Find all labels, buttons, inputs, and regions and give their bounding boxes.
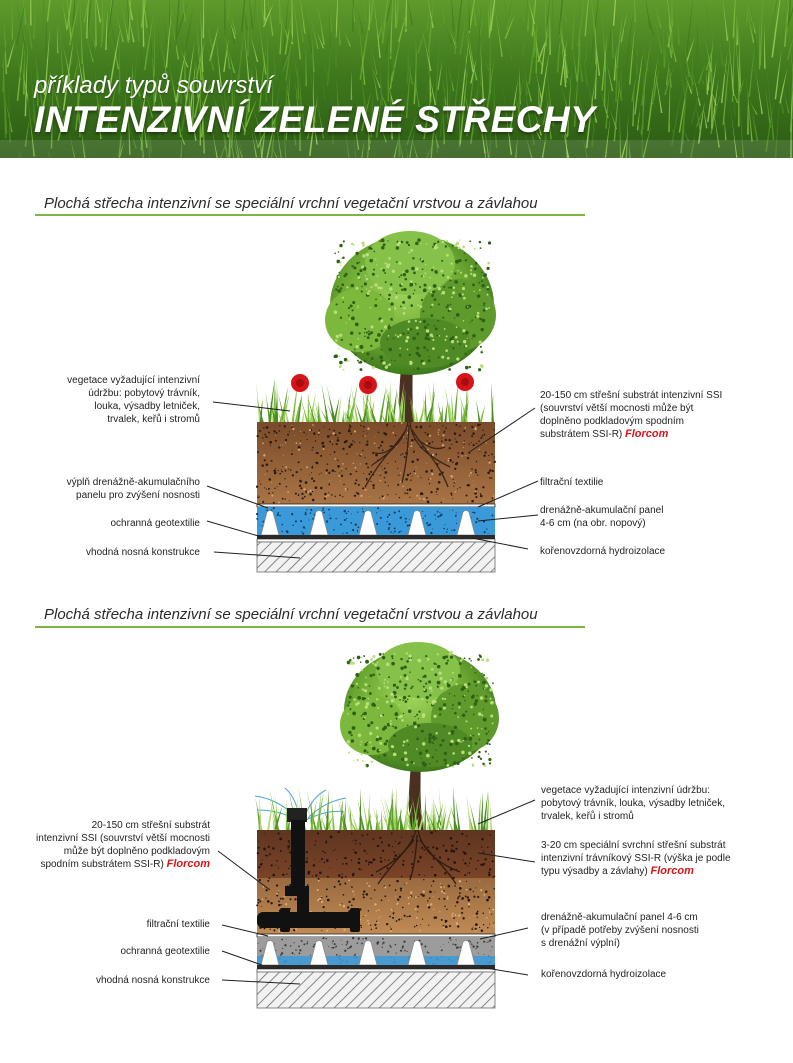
banner-subtitle: příklady typů souvrství bbox=[34, 72, 273, 99]
label-substrate bbox=[10, 819, 210, 871]
label-line: substrátem SSI-R) bbox=[540, 429, 623, 440]
label-line: panelu pro zvýšení nosnosti bbox=[76, 490, 200, 501]
label-vegetation bbox=[38, 374, 200, 426]
label-geotextile: ochranná geotextilie bbox=[120, 946, 210, 957]
section1-rule bbox=[35, 214, 585, 216]
filter-textile-layer bbox=[257, 504, 495, 507]
label-top-substrate bbox=[541, 839, 731, 878]
label-structure: vhodná nosná konstrukce bbox=[96, 975, 210, 986]
label-line: může být doplněno podkladovým bbox=[63, 846, 210, 857]
label-line: 4-6 cm (na obr. nopový) bbox=[540, 518, 646, 529]
label-line: drenážně-akumulační panel bbox=[540, 505, 664, 516]
label-line: výplň drenážně-akumulačního bbox=[66, 477, 200, 488]
label-substrate bbox=[540, 389, 722, 441]
label-line: drenážně-akumulační panel 4-6 cm bbox=[541, 912, 698, 923]
section2-title: Plochá střecha intenzivní se speciální vrchní vegetační vrstvou a závlahou bbox=[44, 606, 538, 623]
structure-layer bbox=[257, 972, 495, 1008]
label-line: louka, výsadby letniček, bbox=[94, 401, 200, 412]
label-line: intenzivní trávníkový SSI-R (výška je podle bbox=[541, 853, 731, 864]
label-vegetation bbox=[541, 784, 725, 823]
label-geotextile: ochranná geotextilie bbox=[110, 518, 200, 529]
label-line: trvalek, keřů i stromů bbox=[541, 811, 634, 822]
label-line: trvalek, keřů i stromů bbox=[107, 414, 200, 425]
label-line: s drenážní výplní) bbox=[541, 938, 620, 949]
label-filter-textile: filtrační textilie bbox=[146, 919, 210, 930]
label-line: vegetace vyžadující intenzivní údržbu: bbox=[541, 785, 710, 796]
label-waterproofing: kořenovzdorná hydroizolace bbox=[541, 969, 667, 980]
label-drainage-panel bbox=[541, 911, 699, 950]
label-structure: vhodná nosná konstrukce bbox=[86, 547, 200, 558]
label-line: 20-150 cm střešní substrát bbox=[91, 820, 210, 831]
label-line: údržbu: pobytový trávník, bbox=[88, 388, 200, 399]
grass-banner bbox=[0, 0, 793, 158]
section1-title: Plochá střecha intenzivní se speciální vrchní vegetační vrstvou a závlahou bbox=[44, 195, 538, 212]
label-line: intenzivní SSI (souvrství větší mocnosti bbox=[36, 833, 210, 844]
banner-title: INTENZIVNÍ ZELENÉ STŘECHY bbox=[34, 99, 596, 140]
label-line: 3-20 cm speciální svrchní střešní substrát bbox=[541, 840, 726, 851]
label-line: 20-150 cm střešní substrát intenzivní SSI bbox=[540, 390, 723, 401]
label-drainage-fill bbox=[38, 476, 200, 502]
waterproofing-layer bbox=[257, 535, 495, 539]
section2-rule bbox=[35, 626, 585, 628]
label-waterproofing: kořenovzdorná hydroizolace bbox=[540, 546, 666, 557]
label-line: pobytový trávník, louka, výsadby letniček, bbox=[541, 798, 725, 809]
label-line: spodním substrátem SSI-R) bbox=[40, 859, 164, 870]
tree-icon bbox=[325, 231, 496, 425]
florcom-logo: Florcom bbox=[625, 428, 669, 440]
label-line: doplněno podkladovým spodním bbox=[540, 416, 684, 427]
label-line: typu výsadby a závlahy) bbox=[541, 866, 648, 877]
filter-textile-layer bbox=[257, 934, 495, 937]
florcom-logo: Florcom bbox=[650, 865, 694, 877]
florcom-logo: Florcom bbox=[166, 858, 210, 870]
geotextile-layer bbox=[257, 539, 495, 542]
waterproofing-layer bbox=[257, 965, 495, 969]
label-filter-textile: filtrační textilie bbox=[540, 477, 604, 488]
label-line: vegetace vyžadující intenzivní bbox=[67, 375, 200, 386]
label-line: (v případě potřeby zvýšení nosnosti bbox=[541, 925, 699, 936]
label-drainage-panel bbox=[540, 504, 663, 530]
tree-icon bbox=[340, 642, 499, 830]
geotextile-layer bbox=[257, 969, 495, 972]
label-line: (souvrství větší mocnosti může být bbox=[540, 403, 694, 414]
flower-icon bbox=[291, 373, 474, 394]
